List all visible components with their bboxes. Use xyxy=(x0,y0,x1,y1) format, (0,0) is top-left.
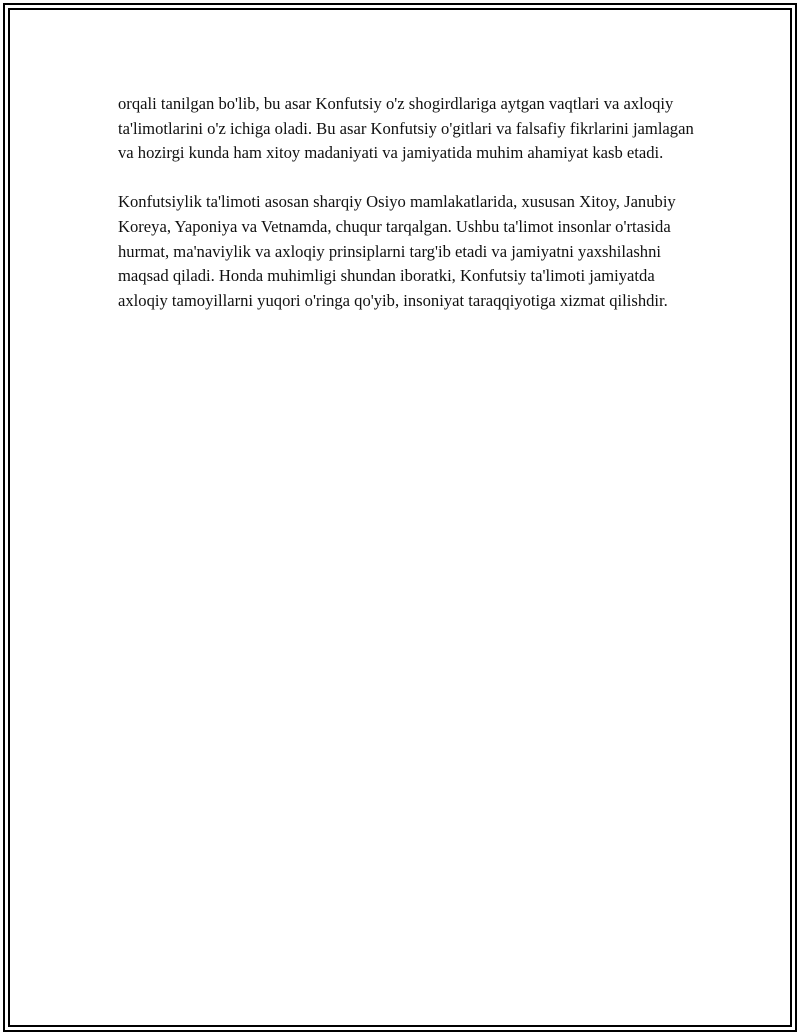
paragraph-1: orqali tanilgan bo'lib, bu asar Konfutsiy o'z shogirdlariga aytgan vaqtlari va axloqiy ta'limotlarini o'z ichiga oladi. Bu asar Konfutsiy o'gitlari va falsafiy fikrlarini jamlagan va hozirgi kunda ham xitoy madaniyati va jamiyatida muhim ahamiyat kasb etadi. xyxy=(118,94,694,163)
document-body xyxy=(118,92,698,338)
paragraph-2: Konfutsiylik ta'limoti asosan sharqiy Osiyo mamlakatlarida, xususan Xitoy, Janubiy Koreya, Yaponiya va Vetnamda, chuqur tarqalgan. Ushbu ta'limot insonlar o'rtasida hurmat, ma'naviylik va axloqiy prinsiplarni targ'ib etadi va jamiyatni yaxshilashni maqsad qiladi. Honda muhimligi shundan iboratki, Konfutsiy ta'limoti jamiyatda axloqiy tamoyillarni yuqori o'ringa qo'yib, insoniyat taraqqiyotiga xizmat qilishdir. xyxy=(118,192,676,310)
